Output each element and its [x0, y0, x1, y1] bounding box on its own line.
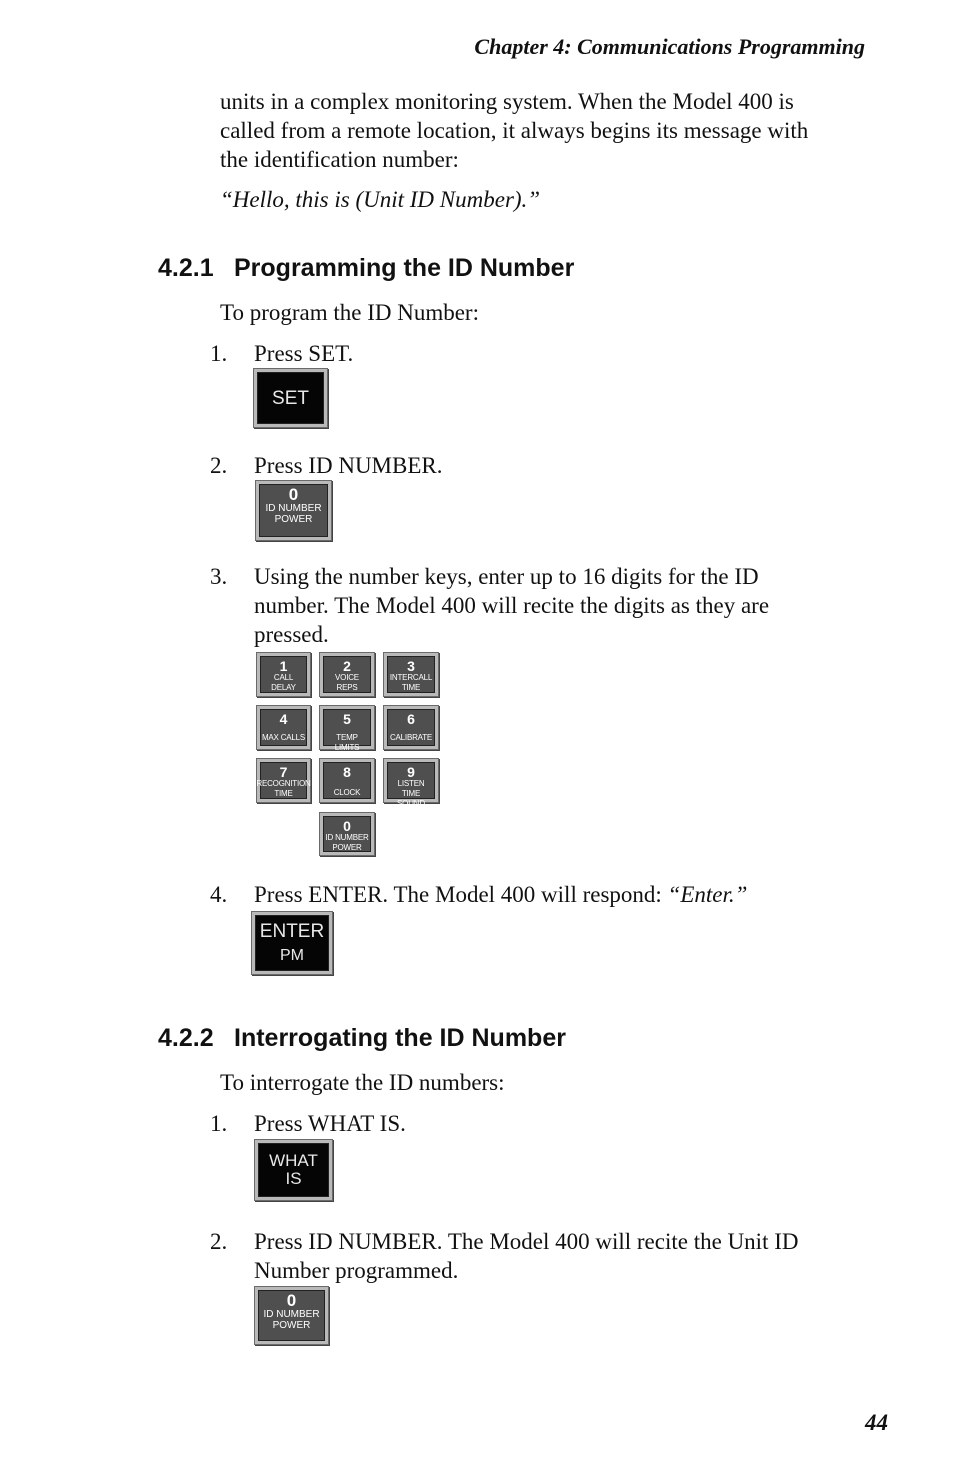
- intro-line: called from a remote location, it always begins its message with: [220, 118, 809, 143]
- key-sub-label: TIME: [401, 683, 421, 692]
- enter-key[interactable]: [251, 911, 333, 975]
- intro-quote: “Hello, this is (Unit ID Number).”: [220, 187, 541, 212]
- section-lead: To interrogate the ID numbers:: [220, 1070, 505, 1095]
- key-digit: 5: [343, 711, 351, 727]
- step-number: 2.: [210, 1229, 228, 1254]
- key-sub-label: TEMP LIMITS: [334, 733, 360, 752]
- section-number: 4.2.1: [158, 254, 214, 282]
- key-sub-label: VOICE: [335, 673, 359, 682]
- key-digit: 0: [286, 1291, 297, 1310]
- key-digit: 2: [343, 658, 351, 674]
- keypad-key-0[interactable]: [319, 812, 375, 856]
- key-sub-label: CLOCK: [333, 788, 361, 797]
- key-sub-label: POWER: [272, 1320, 311, 1331]
- intro-line: the identification number:: [220, 147, 459, 172]
- key-sub-label: LISTEN TIME: [397, 779, 425, 798]
- step-text: Press ID NUMBER.: [254, 453, 443, 478]
- section-title: Programming the ID Number: [234, 254, 575, 282]
- step-text: [254, 562, 854, 649]
- keypad-key-6[interactable]: [383, 705, 439, 750]
- section-number: 4.2.2: [158, 1024, 214, 1052]
- key-label: IS: [285, 1169, 302, 1188]
- section-title: Interrogating the ID Number: [234, 1024, 566, 1052]
- key-sub-label: INTERCALL: [389, 673, 433, 682]
- step-number: 4.: [210, 882, 228, 907]
- step-text-main: Press ENTER. The Model 400 will respond:: [254, 882, 668, 907]
- step-text: [254, 1227, 854, 1285]
- step-line: Number programmed.: [254, 1258, 459, 1283]
- key-sub-label: ID NUMBER: [265, 503, 322, 514]
- keypad-key-5[interactable]: [319, 705, 375, 750]
- step-number: 3.: [210, 564, 228, 589]
- step-line: Using the number keys, enter up to 16 digits for the ID: [254, 564, 759, 589]
- keypad-key-4[interactable]: [256, 705, 311, 750]
- key-sub-label: POWER: [332, 843, 362, 852]
- key-digit: 8: [343, 764, 351, 780]
- key-sub-label: ID NUMBER: [263, 1309, 320, 1320]
- key-sub-label: DELAY: [271, 683, 296, 692]
- keypad-key-7[interactable]: [256, 758, 311, 803]
- key-digit: 3: [407, 658, 415, 674]
- keypad-key-3[interactable]: [383, 652, 439, 697]
- step-number: 1.: [210, 341, 228, 366]
- step-number: 2.: [210, 453, 228, 478]
- key-sub-label: TIME: [274, 789, 293, 798]
- key-digit: 9: [407, 764, 415, 780]
- key-digit: 4: [279, 711, 288, 727]
- keypad-key-2[interactable]: [319, 652, 375, 697]
- step-text: Press WHAT IS.: [254, 1111, 406, 1136]
- step-line: Press ID NUMBER. The Model 400 will recite the Unit ID: [254, 1229, 799, 1254]
- running-header: Chapter 4: Communications Programming: [474, 34, 865, 59]
- key-label: ENTER: [259, 920, 325, 942]
- key-sub-label: SOUND: [397, 799, 425, 808]
- keypad-key-1[interactable]: [256, 652, 311, 697]
- key-sub-label: ID NUMBER: [325, 833, 369, 842]
- id-number-key[interactable]: [255, 480, 332, 541]
- page-number: 44: [865, 1410, 888, 1435]
- key-sub-label: RECOGNITION: [256, 779, 311, 788]
- section-heading-4-2-1: [158, 254, 574, 283]
- step-number: 1.: [210, 1111, 228, 1136]
- key-sub-label: CALL: [273, 673, 294, 682]
- key-sub-label: CALIBRATE: [389, 733, 433, 742]
- what-is-key[interactable]: [254, 1139, 333, 1201]
- id-number-key[interactable]: [254, 1286, 329, 1345]
- key-label: SET: [272, 387, 309, 409]
- key-sub-label: POWER: [274, 514, 313, 525]
- key-sub-label: REPS: [336, 683, 358, 692]
- intro-paragraph: [220, 87, 870, 174]
- keypad-key-8[interactable]: [319, 758, 375, 803]
- step-line: number. The Model 400 will recite the digits as they are: [254, 593, 770, 618]
- step-text-quote: “Enter.”: [667, 882, 748, 907]
- key-digit: 7: [279, 764, 288, 780]
- key-digit: 0: [343, 818, 351, 834]
- intro-line: units in a complex monitoring system. When the Model 400 is: [220, 89, 794, 114]
- key-digit: 1: [279, 658, 288, 674]
- key-label: WHAT: [269, 1151, 318, 1170]
- key-sub-label: MAX CALLS: [261, 733, 306, 742]
- step-text: [254, 880, 854, 909]
- keypad-key-9[interactable]: [383, 758, 439, 808]
- step-text: Press SET.: [254, 341, 354, 366]
- step-line: pressed.: [254, 622, 329, 647]
- key-digit: 0: [288, 485, 299, 504]
- key-digit: 6: [407, 711, 415, 727]
- section-lead: To program the ID Number:: [220, 300, 479, 325]
- key-sub-label: PM: [280, 946, 304, 964]
- section-heading-4-2-2: [158, 1024, 566, 1053]
- set-key[interactable]: [253, 368, 328, 428]
